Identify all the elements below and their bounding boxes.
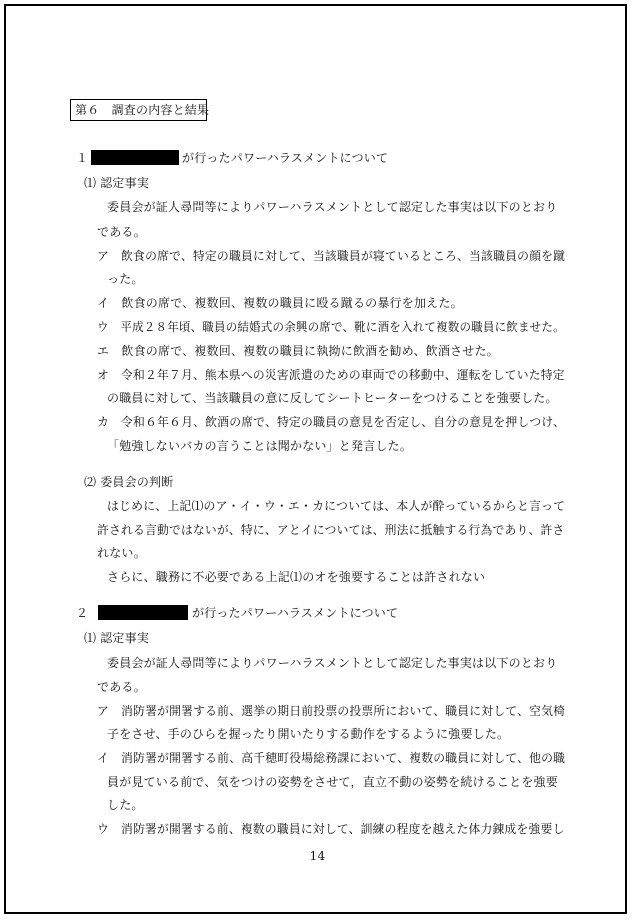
- redaction-bar: [91, 150, 179, 165]
- section-title: 第６ 調査の内容と結果: [70, 99, 207, 121]
- part2-intro-line: である。: [97, 680, 146, 694]
- part2-item-u: ウ 消防署が開署する前、複数の職員に対して、訓練の程度を越えた体力錬成を強要し: [97, 822, 565, 836]
- part1-subheading-judgment: ⑵ 委員会の判断: [84, 475, 174, 489]
- redaction-bar: [98, 605, 188, 620]
- part1-intro-line: である。: [97, 225, 146, 239]
- part1-item-ka-cont: 「勉強しないバカの言うことは聞かない」と発言した。: [107, 439, 413, 453]
- part1-judgment-line: れない。: [97, 546, 146, 560]
- part1-item-o: オ 令和２年７月、熊本県への災害派遣のための車両での移動中、運転をしていた特定: [97, 368, 565, 382]
- part1-judgment-line: さらに、職務に不必要である上記⑴のオを強要することは許されない: [107, 570, 486, 584]
- part2-item-i: イ 消防署が開署する前、高千穂町役場総務課において、複数の職員に対して、他の職: [97, 751, 566, 765]
- part1-item-a: ア 飲食の席で、特定の職員に対して、当該職員が寝ているところ、当該職員の顔を蹴: [97, 249, 566, 263]
- part1-item-e: エ 飲食の席で、複数回、複数の職員に執拗に飲酒を勧め、飲酒させた。: [97, 344, 499, 358]
- part1-item-ka: カ 令和６年６月、飲酒の席で、特定の職員の意見を否定し、自分の意見を押しつけ、: [97, 415, 565, 429]
- part2-subheading-facts: ⑴ 認定事実: [84, 631, 150, 645]
- part1-item-i: イ 飲食の席で、複数回、複数の職員に殴る蹴るの暴行を加えた。: [97, 296, 463, 310]
- part2-intro-line: 委員会が証人尋問等によりパワーハラスメントとして認定した事実は以下のとおり: [107, 656, 558, 670]
- part2-number: ２: [76, 606, 89, 620]
- part1-item-o-cont: の職員に対して、当該職員の意に反してシートヒーターをつけることを強要した。: [107, 391, 558, 405]
- part2-heading: が行ったパワーハラスメントについて: [192, 606, 399, 620]
- part2-item-i-cont: 員が見ている前で、気をつけの姿勢をさせて，直立不動の姿勢を続けることを強要: [107, 775, 558, 789]
- part1-judgment-line: はじめに、上記⑴のア・イ・ウ・エ・カについては、本人が酔っているからと言って: [107, 499, 566, 513]
- part1-item-a-cont: った。: [107, 272, 144, 286]
- part2-item-i-cont: した。: [107, 798, 144, 812]
- part2-item-a: ア 消防署が開署する前、選挙の期日前投票の投票所において、職員に対して、空気椅: [97, 704, 566, 718]
- part2-item-a-cont: 子をさせ、手のひらを握ったり開いたりする動作をするように強要した。: [107, 727, 510, 741]
- part1-intro-line: 委員会が証人尋問等によりパワーハラスメントとして認定した事実は以下のとおり: [107, 200, 558, 214]
- page-number: 14: [309, 849, 326, 863]
- part1-item-u: ウ 平成２８年頃、職員の結婚式の余興の席で、靴に酒を入れて複数の職員に飲ませた。: [97, 320, 565, 334]
- part1-number: １: [76, 151, 89, 165]
- part1-heading: が行ったパワーハラスメントについて: [182, 151, 389, 165]
- part1-judgment-line: 許される言動ではないが、特に、アとイについては、刑法に抵触する行為であり、許さ: [97, 523, 565, 537]
- part1-subheading-facts: ⑴ 認定事実: [84, 176, 150, 190]
